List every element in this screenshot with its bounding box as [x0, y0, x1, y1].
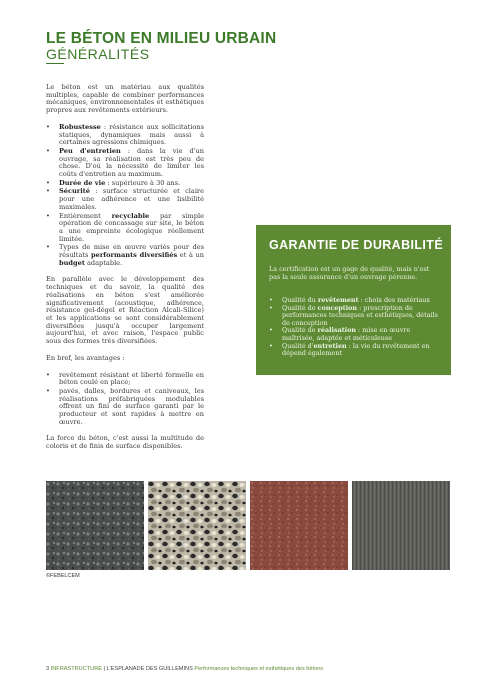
closing-paragraph: La force du béton, c'est aussi la multitude de coloris et de finis de surface disponibles.: [46, 434, 204, 451]
guarantee-box: [256, 225, 451, 375]
brief-title: En bref, les avantages :: [46, 353, 125, 362]
photo-credit: ©FEBELCEM: [46, 573, 80, 579]
guarantee-item: • Qualité d'entretien : la vie du revêtement en dépend également: [269, 343, 441, 358]
parallel-paragraph: En parallèle avec le développement des techniques et du savoir, la qualité des réalisations en béton s'est améliorée significativement (acoustique, adhérence, résistance gel-dégel et Réaction Alcali-Silice) et les applications se sont considérablement diversifiées jusqu'à occuper largement aujourd'hui, et avec raison, l'espace public sous des formes très diversifiées.: [46, 275, 204, 346]
guarantee-item: • Qualité du revêtement : choix des matériaux: [269, 297, 441, 305]
quality-item: • Types de mise en œuvre variés pour des résultats performants diversifiés et à un budget adaptable.: [46, 244, 204, 267]
page-footer: 3 INFRASTRUCTURE | L'ESPLANADE DES GUILLEMINS Performances techniques et esthétiques des bétons: [46, 666, 324, 672]
advantage-item: • pavés, dalles, bordures et caniveaux, les réalisations préfabriquées modulables offrent un fini de surface garanti par le producteur et sont rapides à mettre en œuvre.: [46, 388, 204, 427]
title-rule: [46, 63, 64, 64]
quality-item: • Peu d'entretien : dans la vie d'un ouvrage, sa réalisation est très peu de chose. D'où la nécessité de limiter les coûts d'entretien au maximum.: [46, 148, 204, 179]
page-title: LE BÉTON EN MILIEU URBAIN: [46, 30, 277, 47]
swatch-brushed-concrete: [352, 481, 450, 570]
concrete-swatches: [46, 481, 450, 570]
guarantee-item: • Qualité de réalisation : mise en œuvre maîtrisée, adaptée et méticuleuse: [269, 327, 441, 342]
guarantee-title: GARANTIE DE DURABILITÉ: [269, 238, 444, 252]
quality-item: • Robustesse : résistance aux sollicitations statiques, dynamiques mais aussi à certaines agressions chimiques.: [46, 124, 204, 147]
intro-paragraph: Le béton est un matériau aux qualités multiples, capable de combiner performances mécaniques, environnementales et esthétiques propres aux revêtements extérieurs.: [46, 83, 204, 115]
swatch-exposed-aggregate-dark: [46, 481, 144, 570]
guarantee-intro: La certification est un gage de qualité, mais n'est pas la seule assurance d'un ouvrage pérenne.: [269, 265, 430, 281]
advantage-item: • revêtement résistant et liberté formelle en béton coulé en place;: [46, 372, 204, 387]
footer-section: INFRASTRUCTURE: [50, 666, 102, 672]
footer-subtitle: Performances techniques et esthétiques des bétons: [194, 666, 324, 672]
qualities-list: [46, 124, 204, 268]
swatch-red-concrete: [250, 481, 348, 570]
guarantee-list: [269, 297, 441, 358]
quality-item: • Sécurité : surface structurée et claire pour une adhérence et une lisibilité maximales.: [46, 188, 204, 211]
swatch-pebble-aggregate: [148, 481, 246, 570]
guarantee-item: • Qualité de conception : prescription de performances techniques et esthétiques, détails de conception: [269, 305, 441, 328]
footer-title: L'ESPLANADE DES GUILLEMINS: [106, 666, 193, 672]
page-subtitle: GÉNÉRALITÉS: [46, 46, 150, 62]
quality-item: • Durée de vie : supérieure à 30 ans.: [46, 180, 204, 188]
left-column: [46, 84, 204, 460]
advantages-list: [46, 372, 204, 427]
page-number: 3: [46, 666, 50, 672]
quality-item: • Entièrement recyclable par simple opération de concassage sur site, le béton a une empreinte écologique réellement limitée.: [46, 213, 204, 244]
